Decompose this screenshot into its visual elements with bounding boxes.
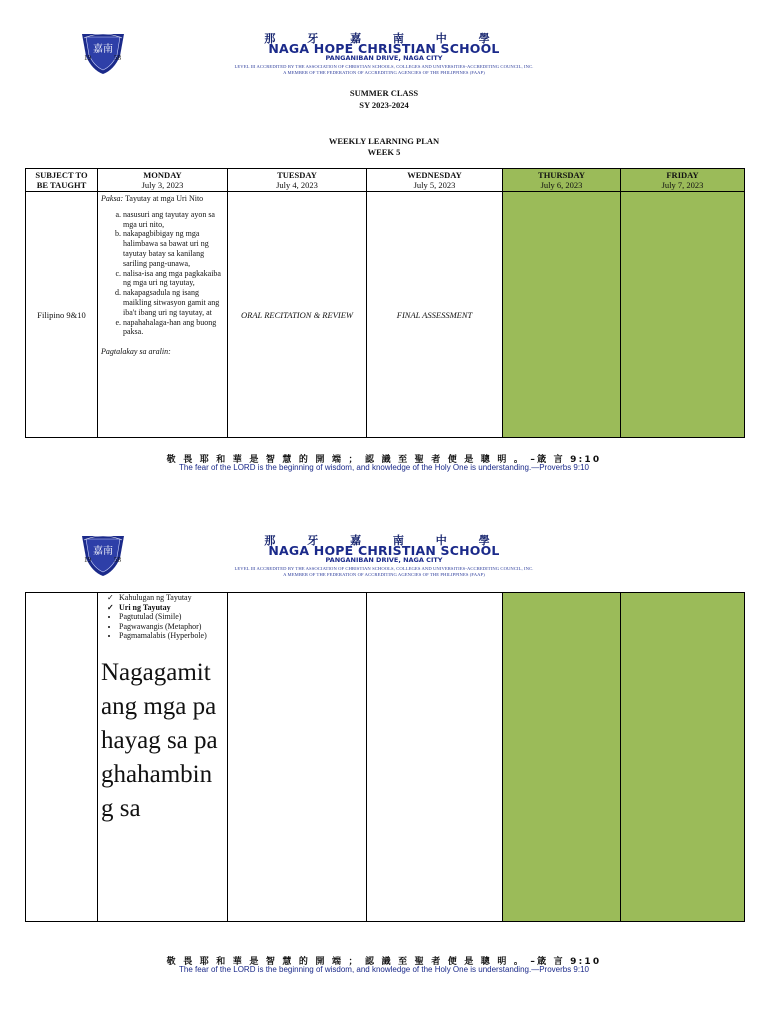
list-item: d. nakapagsadula ng isang maikling sitwasyon gamit ang iba't ibang uri ng tayutay, at [123,288,224,317]
table-row [26,593,745,922]
accreditation-line-2: A MEMBER OF THE FEDERATION OF ACCREDITING AGENCIES OF THE PHILIPPINES (FAAP) [283,572,485,577]
accreditation-line-2: A MEMBER OF THE FEDERATION OF ACCREDITING AGENCIES OF THE PHILIPPINES (FAAP) [283,70,485,75]
logo-text: 嘉南 [93,546,113,557]
learning-plan-table [25,168,745,438]
objectives-list [101,210,224,337]
school-name: NAGA HOPE CHRISTIAN SCHOOL [268,41,500,56]
tuesday-cell: ORAL RECITATION & REVIEW [228,192,367,438]
header-thursday: THURSDAY July 6, 2023 [503,169,621,192]
logo-year-left: 19 [84,54,91,62]
subject-cell: Filipino 9&10 [26,192,98,438]
tuesday-cell [228,593,367,922]
friday-cell [621,593,745,922]
school-address: PANGANIBAN DRIVE, NAGA CITY [325,54,443,62]
verse-chinese: 敬 畏 耶 和 華 是 智 慧 的 開 端 ； 認 識 至 聖 者 便 是 聰 明 。 –箴 言 9:10 [166,957,602,967]
pagtalakay-label: Pagtalakay sa aralin: [101,347,171,357]
doc-title-sy: SY 2023-2024 [359,100,409,110]
school-address: PANGANIBAN DRIVE, NAGA CITY [325,556,443,564]
logo-text: 嘉南 [93,44,113,55]
accreditation-line-1: LEVEL III ACCREDITED BY THE ASSOCIATION OF CHRISTIAN SCHOOLS, COLLEGES AND UNIVERSITIES-ACCREDITING COUNCIL, INC. [234,566,534,571]
school-chinese-name: 那 牙 嘉 南 中 學 [264,32,504,45]
topic-list [101,593,224,641]
list-item: • Pagwawangis (Metaphor) [119,622,224,632]
friday-cell [621,192,745,438]
list-item: a. nasusuri ang tayutay ayon sa mga uri nito, [123,210,224,230]
wednesday-cell [367,593,503,922]
header-subject: SUBJECT TO BE TAUGHT [26,169,98,192]
list-item: • Pagtutulad (Simile) [119,612,224,622]
check-icon: ✓ [107,602,114,612]
doc-title-wlp: WEEKLY LEARNING PLAN [328,136,440,146]
table-row [26,192,745,438]
header-tuesday: TUESDAY July 4, 2023 [228,169,367,192]
verse-english: The fear of the LORD is the beginning of wisdom, and knowledge of the Holy One is understanding.—Proverbs 9:10 [178,965,589,974]
list-item: e. napahahalaga-han ang buong paksa. [123,318,224,338]
verse-english: The fear of the LORD is the beginning of wisdom, and knowledge of the Holy One is understanding.—Proverbs 9:10 [178,463,589,472]
page-2 [0,520,768,1020]
doc-title-summer: SUMMER CLASS [349,88,419,98]
header-monday: MONDAY July 3, 2023 [98,169,228,192]
header-friday: FRIDAY July 7, 2023 [621,169,745,192]
list-item: c. nalisa-isa ang mga pagkakaiba ng mga uri ng tayutay, [123,269,224,289]
list-item: • Pagmamalabis (Hyperbole) [119,631,224,641]
thursday-cell [503,593,621,922]
header-wednesday: WEDNESDAY July 5, 2023 [367,169,503,192]
list-item: ✓ Kahulugan ng Tayutay [107,593,192,602]
learning-plan-table-continued [25,592,745,922]
list-item: ✓ Uri ng Tayutay [107,602,171,612]
monday-cell [98,593,228,922]
wednesday-cell: FINAL ASSESSMENT [367,192,503,438]
large-text: Nagagamit ang mga pahayag sa paghahambing sa [101,658,218,822]
logo-year-right: 58 [114,556,121,564]
doc-title-week: WEEK 5 [367,147,401,157]
school-name: NAGA HOPE CHRISTIAN SCHOOL [268,543,500,558]
verse-chinese: 敬 畏 耶 和 華 是 智 慧 的 開 端 ； 認 識 至 聖 者 便 是 聰 明 。 –箴 言 9:10 [166,455,602,465]
page-1 [0,0,768,500]
monday-cell [98,192,228,438]
accreditation-line-1: LEVEL III ACCREDITED BY THE ASSOCIATION OF CHRISTIAN SCHOOLS, COLLEGES AND UNIVERSITIES-ACCREDITING COUNCIL, INC. [234,64,534,69]
thursday-cell [503,192,621,438]
paksa: Paksa: Tayutay at mga Uri Nito [101,194,204,203]
check-icon: ✓ [107,593,114,602]
logo-year-left: 19 [84,556,91,564]
subject-cell [26,593,98,922]
list-item: b. nakapagbibigay ng mga halimbawa sa bawat uri ng tayutay batay sa kanilang sariling pang-unawa, [123,229,224,268]
table-header-row [26,169,745,192]
school-chinese-name: 那 牙 嘉 南 中 學 [264,534,504,547]
logo-year-right: 58 [114,54,121,62]
